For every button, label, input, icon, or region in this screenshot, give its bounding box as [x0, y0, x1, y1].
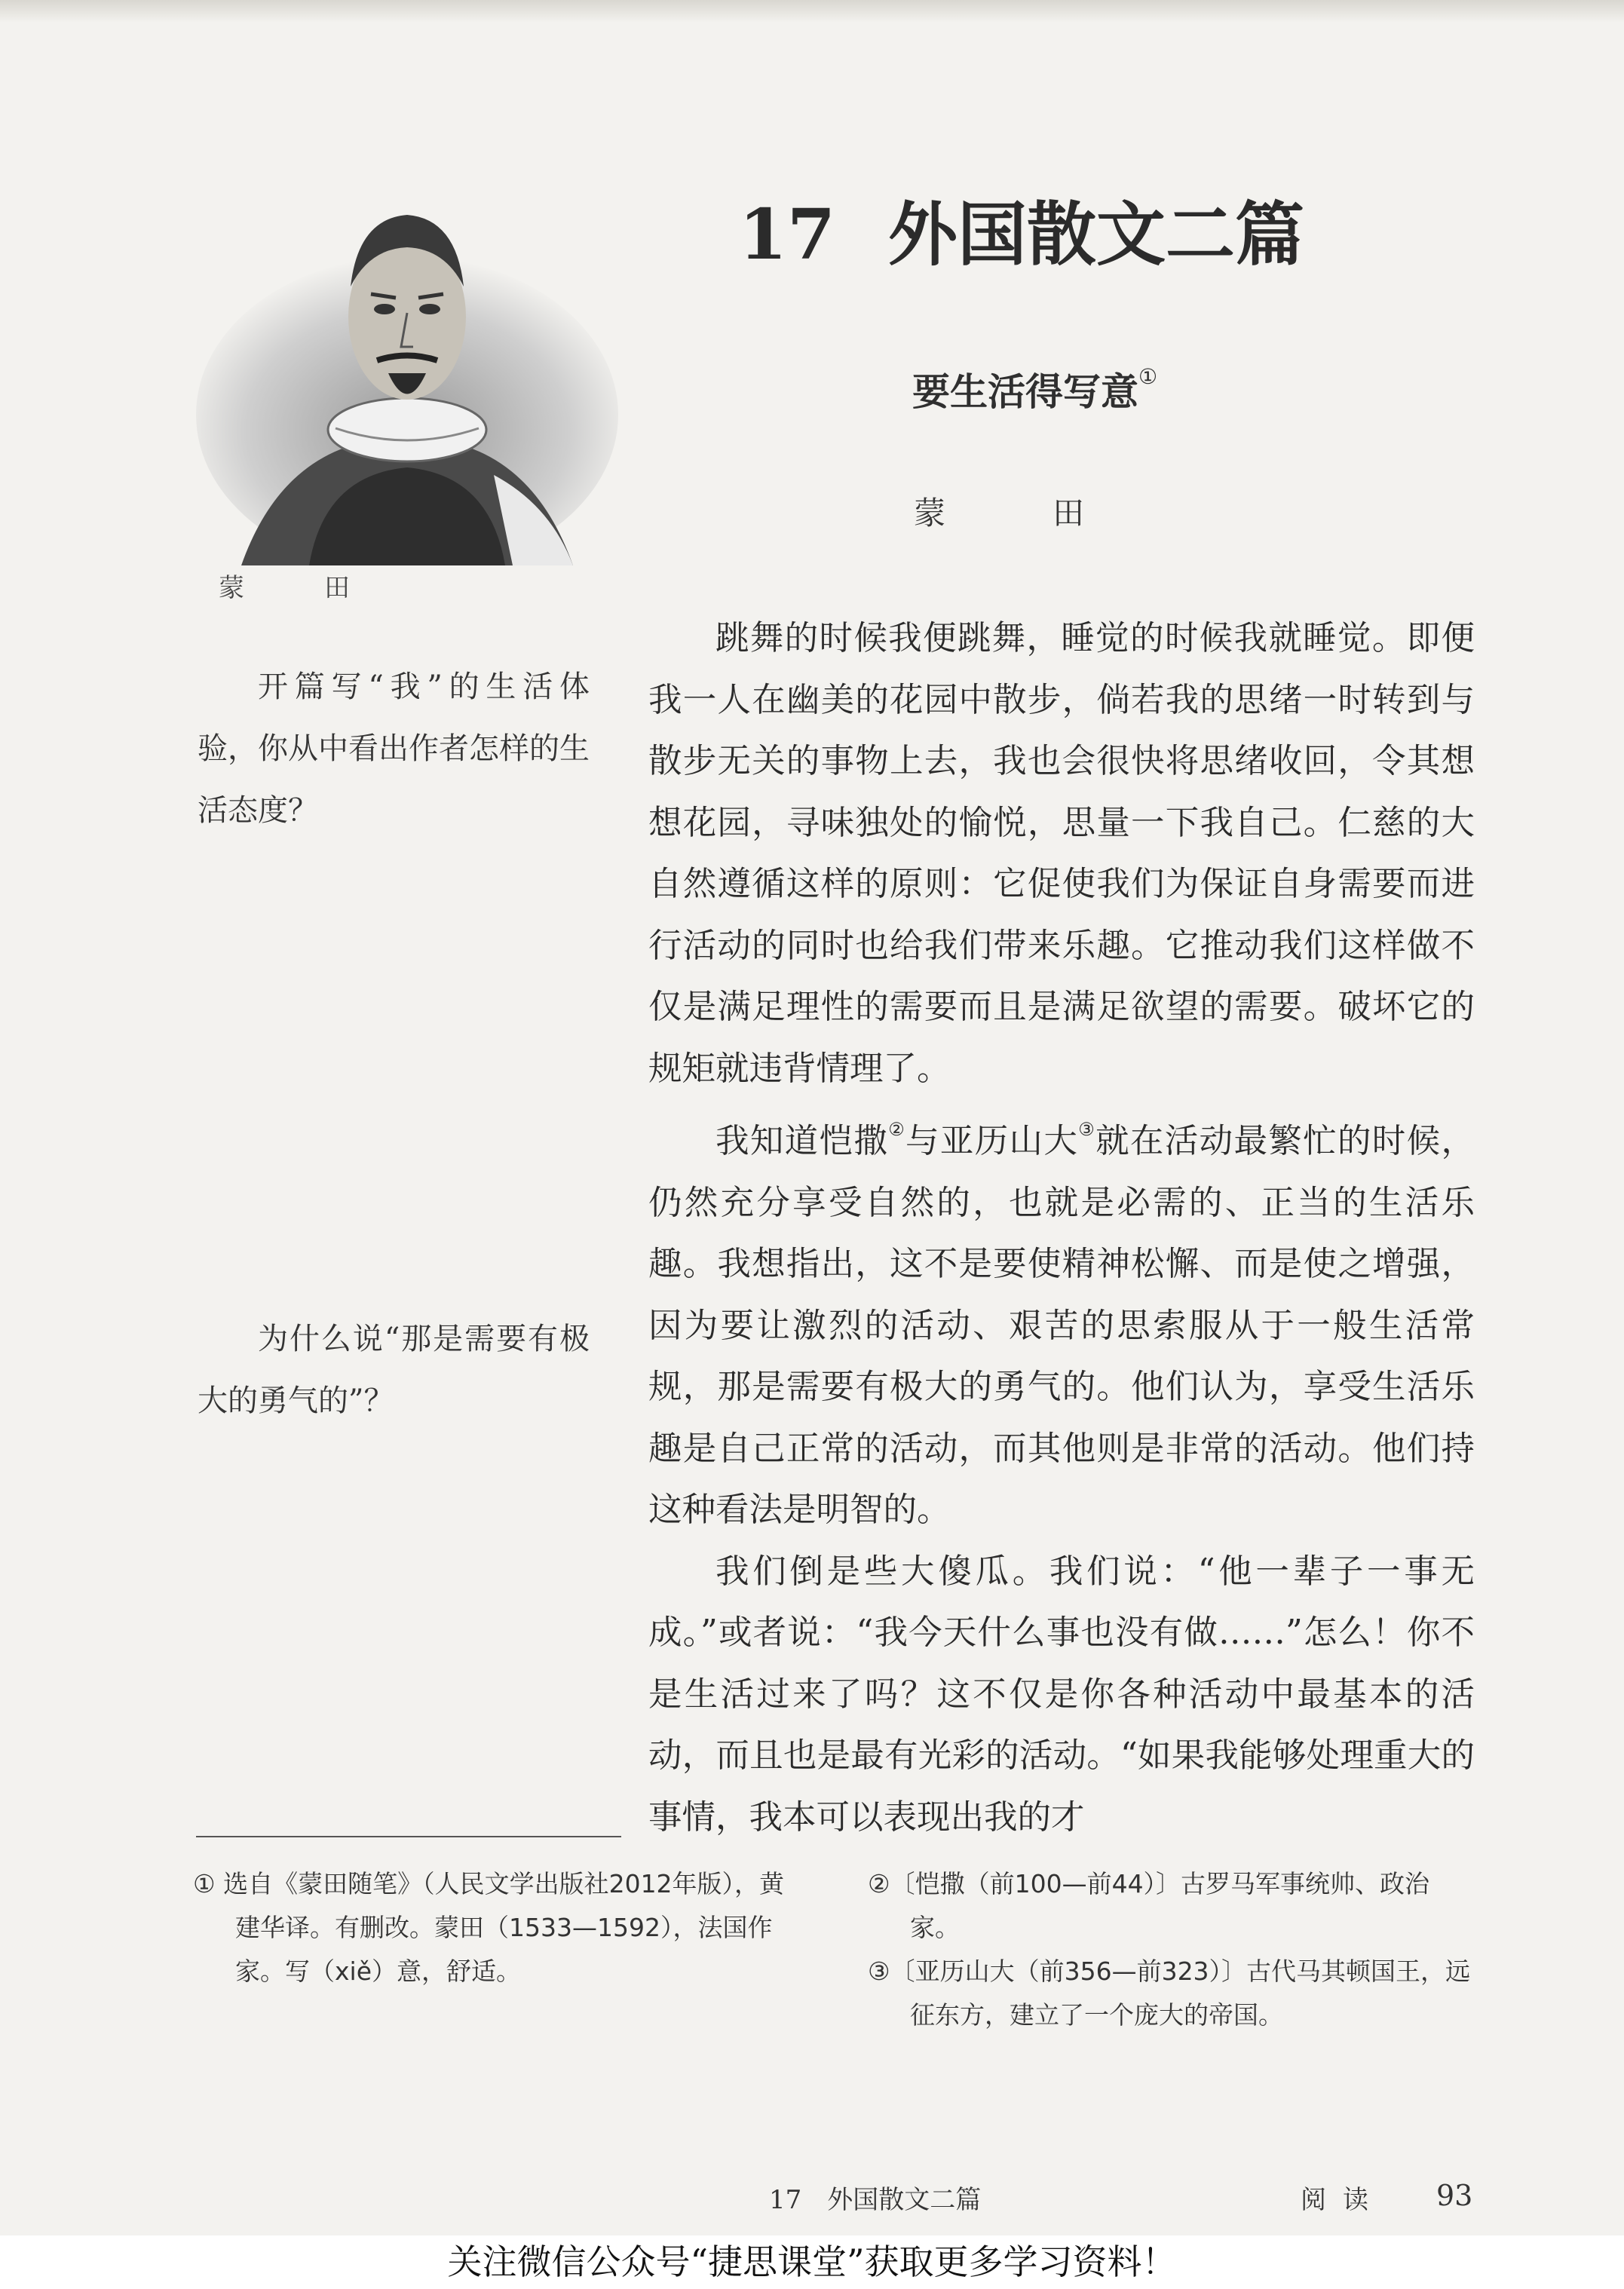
paragraph	[648, 1099, 1475, 1541]
promo-banner: 关注微信公众号“捷思课堂”获取更多学习资料！	[0, 2235, 1624, 2289]
portrait-engraving-icon	[196, 188, 618, 565]
footnote: ① 选自《蒙田随笔》（人民文学出版社2012年版），黄建华译。有删改。蒙田（1533—1592），法国作家。写（xiě）意，舒适。	[193, 1869, 785, 1986]
essay-title-text: 要生活得写意	[912, 369, 1138, 414]
footnote: ②〔恺撒（前100—前44）〕古罗马军事统帅、政治家。	[868, 1869, 1430, 1942]
footnotes	[193, 1862, 1475, 2037]
paragraph: 跳舞的时候我便跳舞，睡觉的时候我就睡觉。即便我一人在幽美的花园中散步，倘若我的思绪一时转到与散步无关的事物上去，我也会很快将思绪收回，令其想想花园，寻味独处的愉悦，思量一下我自己。仁慈的大自然遵循这样的原则：它促使我们为保证自身需要而进行活动的同时也给我们带来乐趣。它推动我们这样做不仅是满足理性的需要而且是满足欲望的需要。破坏它的规矩就违背情理了。	[648, 619, 1475, 1088]
paragraph-text: 我知道恺撒	[715, 1122, 889, 1160]
footnote-divider	[196, 1836, 621, 1837]
page-number: 93	[1436, 2179, 1473, 2212]
footnote-ref: ②	[888, 1119, 906, 1140]
lesson-name: 外国散文二篇	[888, 194, 1305, 275]
footnote: ③〔亚历山大（前356—前323）〕古代马其顿国王，远征东方，建立了一个庞大的帝国。	[868, 1957, 1471, 2030]
side-note: 为什么说“那是需要有极大的勇气的”？	[198, 1322, 590, 1418]
footer-lesson: 17 外国散文二篇	[769, 2185, 982, 2215]
page-top-edge	[0, 0, 1624, 23]
footer-section: 阅读	[1301, 2185, 1385, 2215]
lesson-title	[739, 179, 1304, 279]
lesson-number: 17	[739, 194, 836, 275]
portrait-caption: 蒙 田	[219, 573, 377, 603]
footnote-ref: ①	[1138, 364, 1158, 389]
footnote-ref: ③	[1078, 1119, 1096, 1140]
essay-author: 蒙 田	[914, 495, 1123, 532]
paragraph-text: 与亚历山大	[905, 1122, 1079, 1160]
essay-title	[912, 362, 1157, 416]
paragraph: 我们倒是些大傻瓜。我们说：“他一辈子一事无成。”或者说：“我今天什么事也没有做……”怎么！你不是生活过来了吗？这不仅是你各种活动中最基本的活动，而且也是最有光彩的活动。“如果我能够处理重大的事情，我本可以表现出我的才	[648, 1552, 1475, 1837]
side-note: 开篇写“我”的生活体验，你从中看出作者怎样的生活态度？	[198, 670, 590, 828]
paragraph-text: 就在活动最繁忙的时候，仍然充分享受自然的，也就是必需的、正当的生活乐趣。我想指出，这不是要使精神松懈、而是使之增强，因为要让激烈的活动、艰苦的思索服从于一般生活常规，那是需要有极大的勇气的。他们认为，享受生活乐趣是自己正常的活动，而其他则是非常的活动。他们持这种看法是明智的。	[648, 1122, 1475, 1529]
essay-body	[648, 608, 1475, 1848]
